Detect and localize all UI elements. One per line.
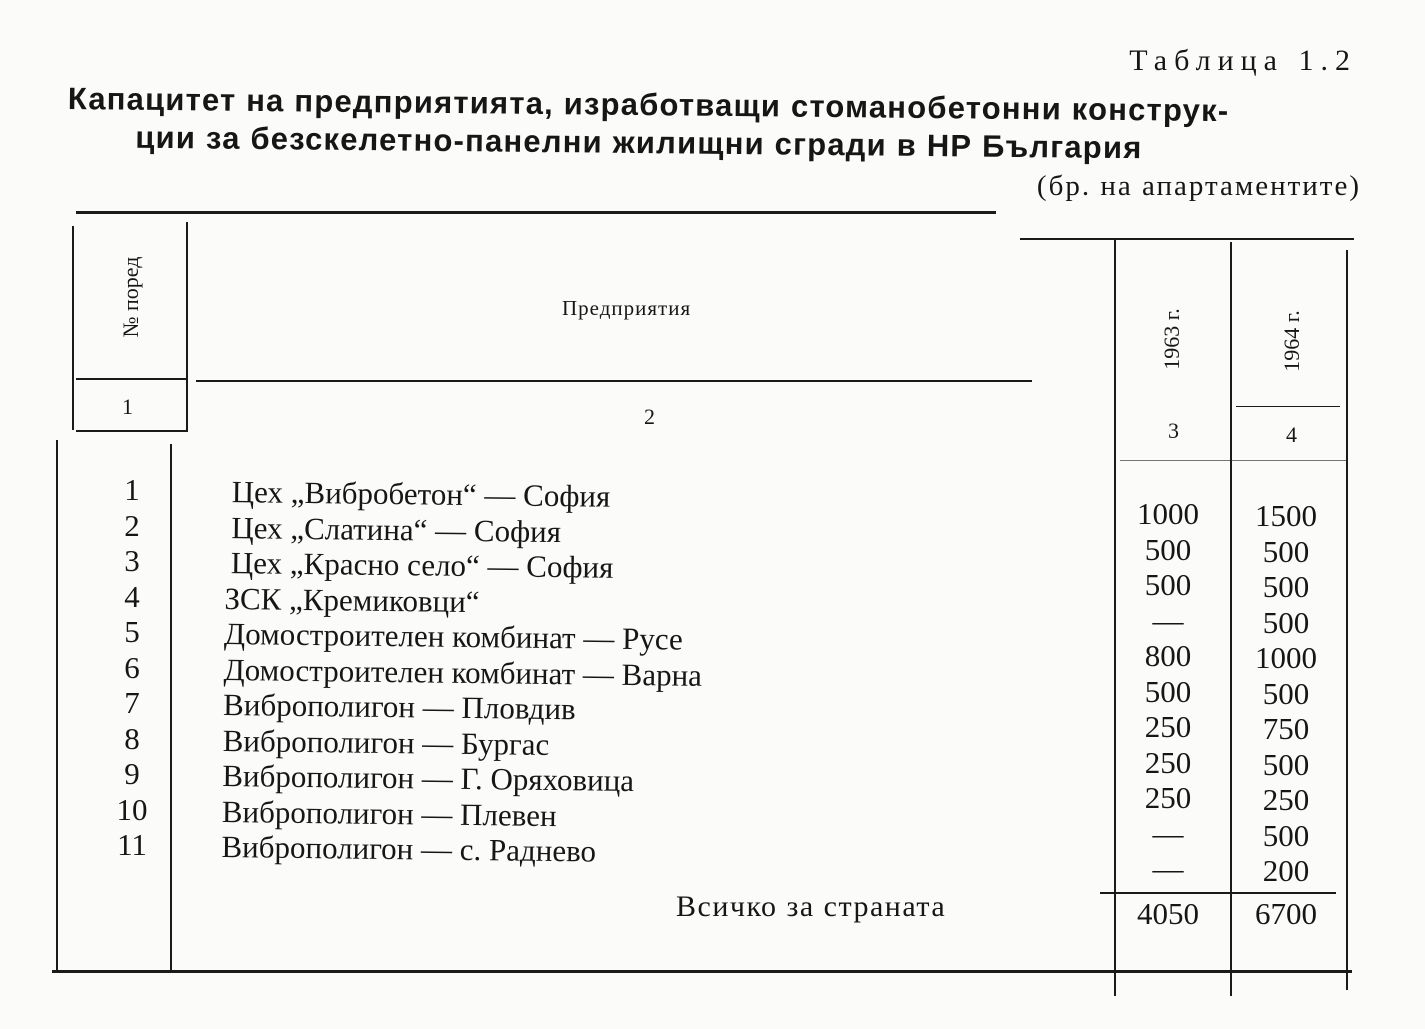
value-1964: 1500 xyxy=(1255,498,1317,533)
header-divider-center xyxy=(196,380,1032,382)
table-label: Таблица 1.2 xyxy=(1129,44,1357,77)
value-1963: 250 xyxy=(1144,709,1192,744)
row-number: 1 xyxy=(124,472,140,507)
header-divider xyxy=(76,378,188,380)
total-label: Всичко за страната xyxy=(676,890,947,923)
value-1964: 500 xyxy=(1262,675,1310,711)
enterprise-name: Виброполигон — Г. Оряховица xyxy=(222,757,635,799)
column-rule-left xyxy=(72,226,74,430)
column-rule-left-lower xyxy=(56,440,58,972)
row-numbers xyxy=(92,472,172,863)
row-number: 6 xyxy=(124,649,140,685)
value-1963: 250 xyxy=(1144,780,1192,815)
value-1963: 500 xyxy=(1144,567,1192,602)
enterprise-name: Домостроителен комбинат — Варна xyxy=(223,651,703,693)
row-number: 2 xyxy=(124,507,140,543)
column-number-divider-right xyxy=(1120,460,1346,461)
enterprise-name: Цех „Красно село“ — София xyxy=(230,545,614,585)
value-1963: 500 xyxy=(1144,531,1192,567)
column-rule-1 xyxy=(186,222,188,432)
row-number: 8 xyxy=(124,720,140,756)
row-number: 4 xyxy=(124,578,140,614)
row-number: 10 xyxy=(116,791,148,827)
row-number: 3 xyxy=(124,543,140,578)
row-number: 5 xyxy=(124,614,140,649)
value-1963: 250 xyxy=(1144,744,1192,780)
column-rule-right xyxy=(1346,250,1348,990)
enterprise-name: ЗСК „Кремиковци“ xyxy=(224,580,480,619)
column-rule-2 xyxy=(1114,240,1116,996)
values-1964 xyxy=(1236,498,1336,889)
value-1963: 500 xyxy=(1144,673,1192,709)
value-1963: 800 xyxy=(1144,638,1192,673)
enterprise-name: Цех „Вибробетон“ — София xyxy=(231,474,611,514)
column-number-4: 4 xyxy=(1286,422,1297,447)
value-1964: 1000 xyxy=(1255,640,1317,675)
column-number-1: 1 xyxy=(122,394,133,419)
title-line-1: Капацитет на предприятията, изработващи стоманобетонни конструк- xyxy=(67,80,1230,129)
column-number-divider xyxy=(76,430,188,432)
total-divider xyxy=(1100,892,1336,894)
table-top-rule-right xyxy=(1020,238,1354,240)
value-1964: 500 xyxy=(1262,817,1310,853)
units-note: (бр. на апартаментите) xyxy=(1036,170,1361,202)
header-number: № поред xyxy=(118,256,143,338)
value-1964: 500 xyxy=(1262,746,1310,782)
value-1964: 500 xyxy=(1262,569,1310,604)
enterprise-name: Цех „Слатина“ — София xyxy=(231,509,562,549)
enterprise-name: Виброполигон — Плевен xyxy=(221,793,557,833)
row-number: 11 xyxy=(117,827,147,862)
table-bottom-rule xyxy=(52,970,1352,973)
row-number: 7 xyxy=(124,685,140,720)
value-1964: 500 xyxy=(1262,533,1310,569)
row-number: 9 xyxy=(124,756,140,791)
column-number-3: 3 xyxy=(1168,418,1179,443)
value-1963: — xyxy=(1152,851,1184,886)
title-line-2: ции за безскелетно-панелни жилищни сгради в НР България xyxy=(135,119,1143,166)
value-1964: 250 xyxy=(1262,782,1310,817)
enterprise-name: Виброполигон — Бургас xyxy=(222,722,550,762)
table-top-rule xyxy=(76,211,996,214)
table-title xyxy=(67,80,1368,170)
enterprise-name: Домостроителен комбинат — Русе xyxy=(223,615,683,657)
header-1964: 1964 г. xyxy=(1279,310,1304,372)
enterprise-name: Виброполигон — с. Раднево xyxy=(221,828,597,869)
value-1963: — xyxy=(1152,602,1184,638)
value-1963: — xyxy=(1152,815,1184,851)
total-1963: 4050 xyxy=(1137,896,1199,931)
column-rule-3 xyxy=(1230,242,1232,996)
total-1964: 6700 xyxy=(1255,896,1317,931)
value-1964: 500 xyxy=(1262,604,1310,640)
value-1964: 200 xyxy=(1262,853,1310,888)
header-1963: 1963 г. xyxy=(1159,308,1184,370)
value-1964: 750 xyxy=(1262,711,1310,746)
column-number-2: 2 xyxy=(644,404,655,429)
enterprise-name: Виброполигон — Пловдив xyxy=(222,686,576,727)
values-1963 xyxy=(1120,496,1216,887)
header-enterprise: Предприятия xyxy=(562,296,692,320)
value-1963: 1000 xyxy=(1137,496,1199,531)
enterprise-names xyxy=(221,474,1106,875)
header-divider-right xyxy=(1236,406,1340,407)
